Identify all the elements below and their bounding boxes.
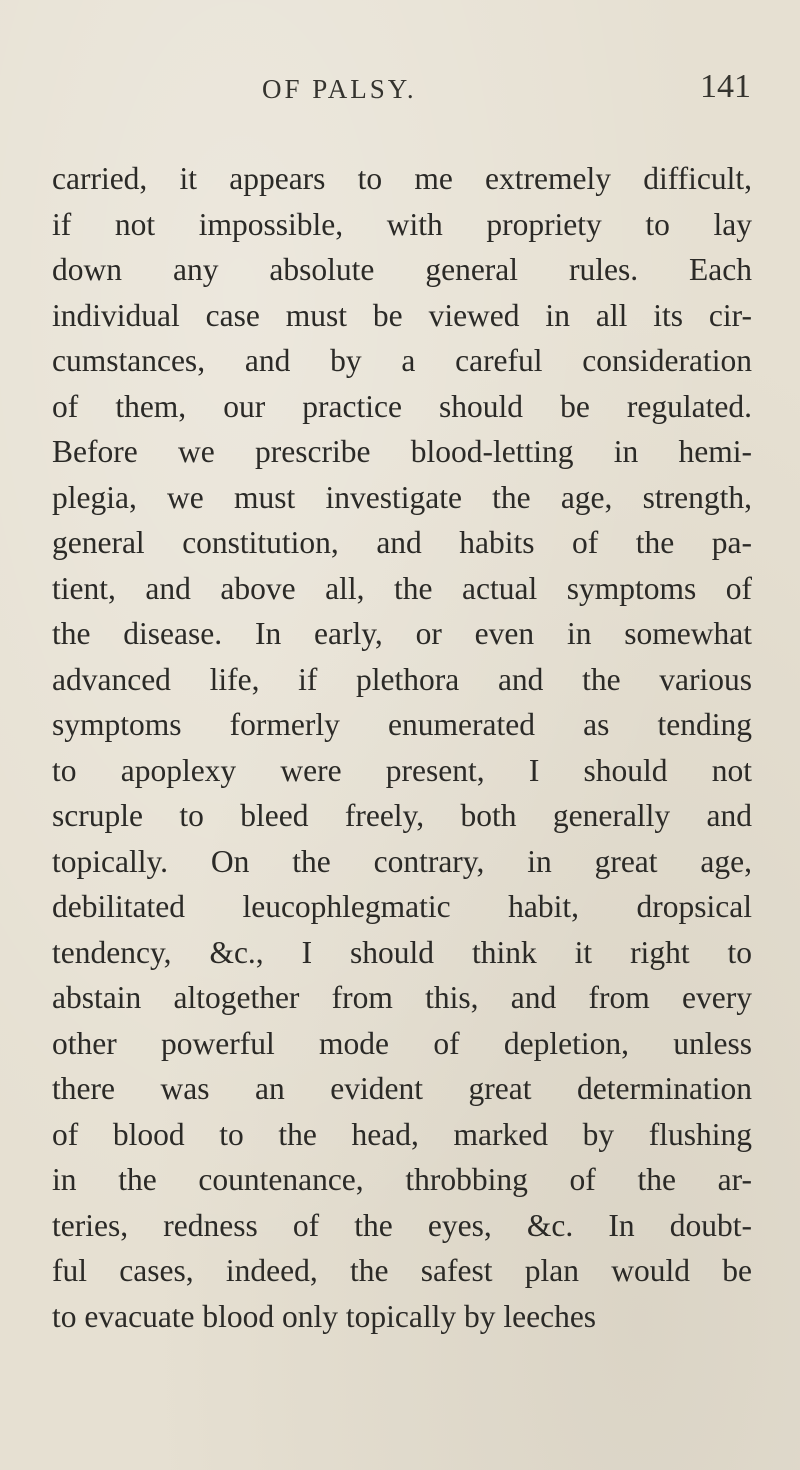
text-line: ful cases, indeed, the safest plan would be (52, 1253, 752, 1288)
text-line: debilitated leucophlegmatic habit, dropsical (52, 889, 752, 924)
text-line: plegia, we must investigate the age, strength, (52, 479, 752, 515)
text-line: Before we prescribe blood-letting in hemi- (52, 434, 752, 469)
text-line: symptoms formerly enumerated as tending (52, 707, 752, 742)
text-line: tendency, &c., I should think it right to (52, 934, 752, 970)
running-head (0, 68, 800, 114)
text-line: other powerful mode of depletion, unless (52, 1025, 752, 1061)
text-line: in the countenance, throbbing of the ar- (52, 1162, 752, 1197)
text-line: tient, and above all, the actual symptoms of (52, 570, 752, 606)
running-title: OF PALSY. (262, 74, 417, 104)
text-line: to evacuate blood only topically by leeches (52, 1298, 597, 1334)
text-line: abstain altogether from this, and from every (52, 980, 752, 1015)
text-line: the disease. In early, or even in somewhat (52, 616, 752, 651)
text-line: if not impossible, with propriety to lay (52, 206, 752, 242)
text-line: advanced life, if plethora and the various (52, 661, 752, 697)
text-line: general constitution, and habits of the pa- (52, 525, 752, 560)
page-number: 141 (700, 68, 751, 105)
text-line: of blood to the head, marked by flushing (52, 1116, 752, 1152)
text-line: topically. On the contrary, in great age, (52, 843, 752, 879)
text-line: of them, our practice should be regulated. (52, 388, 752, 424)
text-line: carried, it appears to me extremely difficult, (52, 161, 752, 196)
text-line: to apoplexy were present, I should not (52, 752, 752, 788)
text-line: individual case must be viewed in all its cir- (52, 297, 752, 333)
body-text (52, 156, 752, 1339)
text-line: cumstances, and by a careful consideration (52, 343, 752, 378)
text-line: there was an evident great determination (52, 1071, 752, 1106)
text-line: scruple to bleed freely, both generally and (52, 798, 752, 833)
text-line: down any absolute general rules. Each (52, 252, 752, 287)
text-line: teries, redness of the eyes, &c. In doubt- (52, 1207, 752, 1243)
